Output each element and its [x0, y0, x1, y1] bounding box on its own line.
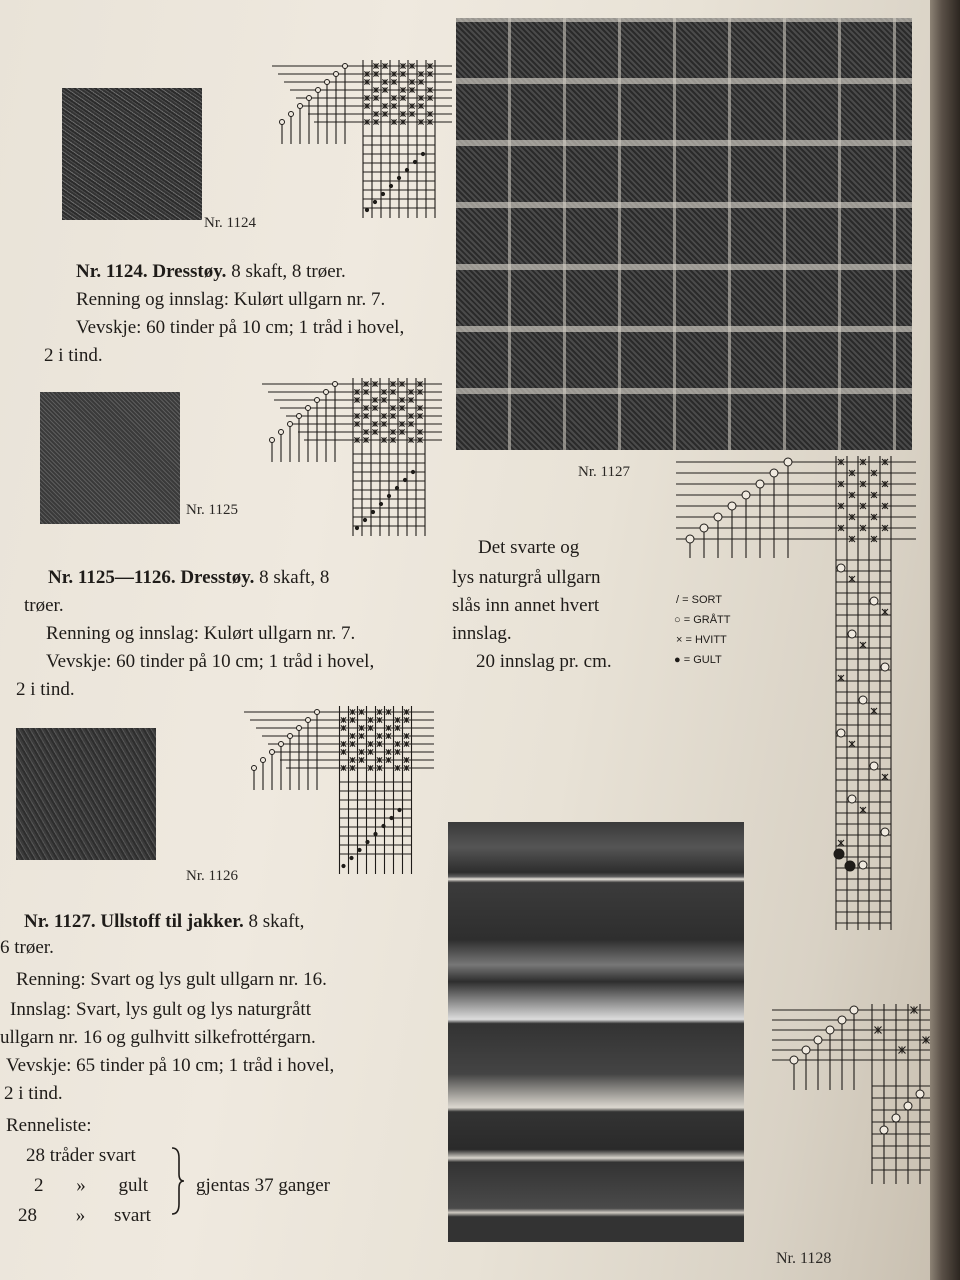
- entry-1125-line3: 2 i tind.: [16, 679, 75, 700]
- weave-draft-1125: [262, 376, 442, 536]
- brace-icon: [170, 1146, 186, 1216]
- book-spine-edge: [930, 0, 960, 1280]
- circle-icon: ○: [674, 614, 681, 626]
- caption-1127: Nr. 1127: [578, 464, 630, 480]
- renneliste-row: [26, 1142, 136, 1170]
- row-count: 2: [34, 1175, 44, 1196]
- entry-1124-title: [76, 258, 346, 286]
- row-color: gult: [118, 1175, 149, 1196]
- fabric-photo-1127: [456, 18, 912, 450]
- entry-1125-spec: 8 skaft, 8: [259, 567, 330, 588]
- legend-label: = GRÅTT: [683, 614, 731, 626]
- entry-1125-title: [48, 564, 329, 592]
- entry-1124-name: Dresstøy.: [152, 261, 227, 282]
- note-1127-line3: slås inn annet hvert: [452, 595, 600, 616]
- fabric-photo-1128: [448, 822, 744, 1242]
- entry-1124-spec: 8 skaft, 8 trøer.: [231, 261, 346, 282]
- caption-1124: Nr. 1124: [204, 215, 256, 231]
- entry-1127-line1: Renning: Svart og lys gult ullgarn nr. 16.: [16, 969, 327, 990]
- note-1127-line2: lys naturgrå ullgarn: [452, 567, 601, 588]
- fabric-swatch-1124: [62, 88, 202, 220]
- caption-1128: Nr. 1128: [776, 1250, 832, 1267]
- entry-1125-line2: Vevskje: 60 tinder på 10 cm; 1 tråd i hovel,: [46, 651, 375, 672]
- entry-1124-number: Nr. 1124.: [76, 261, 148, 282]
- entry-1124-line2: Vevskje: 60 tinder på 10 cm; 1 tråd i hovel,: [76, 317, 405, 338]
- slash-icon: /: [676, 594, 680, 606]
- fabric-swatch-1125: [40, 392, 180, 524]
- row-count: 28: [18, 1205, 37, 1226]
- caption-1125: Nr. 1125: [186, 502, 238, 518]
- legend-label: = SORT: [682, 594, 722, 606]
- filled-circle-icon: ●: [674, 654, 681, 666]
- renneliste-row: [18, 1202, 151, 1230]
- row-word: »: [76, 1175, 86, 1196]
- row-count: 28: [26, 1145, 45, 1166]
- entry-1127-line5: 2 i tind.: [4, 1083, 63, 1104]
- entry-1127-number: Nr. 1127.: [24, 911, 96, 932]
- entry-1124-line1: Renning og innslag: Kulørt ullgarn nr. 7.: [76, 289, 386, 310]
- note-1127-line1: Det svarte og: [478, 537, 580, 558]
- row-color: svart: [98, 1145, 136, 1166]
- weave-draft-1128: [772, 1000, 930, 1184]
- caption-1126: Nr. 1126: [186, 868, 238, 884]
- entry-1125-name: Dresstøy.: [180, 567, 255, 588]
- row-color: svart: [114, 1205, 151, 1226]
- entry-1127-spec-cont: 6 trøer.: [0, 937, 54, 958]
- note-1127-line5: 20 innslag pr. cm.: [476, 651, 612, 672]
- weave-draft-1124: [272, 58, 452, 218]
- renneliste-row: [34, 1172, 148, 1200]
- entry-1125-line1: Renning og innslag: Kulørt ullgarn nr. 7.: [46, 623, 356, 644]
- entry-1125-number: Nr. 1125—1126.: [48, 567, 176, 588]
- entry-1127-line3: ullgarn nr. 16 og gulhvitt silkefrottérgarn.: [0, 1027, 316, 1048]
- entry-1127-title: [24, 908, 304, 936]
- legend-label: = GULT: [683, 654, 722, 666]
- cross-icon: ×: [676, 634, 683, 646]
- renneliste-label: Renneliste:: [6, 1115, 92, 1136]
- row-word: tråder: [49, 1145, 95, 1166]
- renneliste-repeat: gjentas 37 ganger: [196, 1175, 331, 1196]
- row-word: »: [75, 1205, 86, 1226]
- entry-1127-name: Ullstoff til jakker.: [100, 911, 244, 932]
- note-1127-line4: innslag.: [452, 623, 512, 644]
- entry-1127-spec: 8 skaft,: [248, 911, 305, 932]
- entry-1127-line4: Vevskje: 65 tinder på 10 cm; 1 tråd i hovel,: [6, 1055, 335, 1076]
- entry-1127-line2: Innslag: Svart, lys gult og lys naturgrått: [10, 999, 311, 1020]
- weave-draft-1126: [244, 704, 434, 874]
- legend-label: = HVITT: [685, 634, 727, 646]
- entry-1124-line3: 2 i tind.: [44, 345, 103, 366]
- fabric-swatch-1126: [16, 728, 156, 860]
- entry-1125-spec-cont: trøer.: [24, 595, 64, 616]
